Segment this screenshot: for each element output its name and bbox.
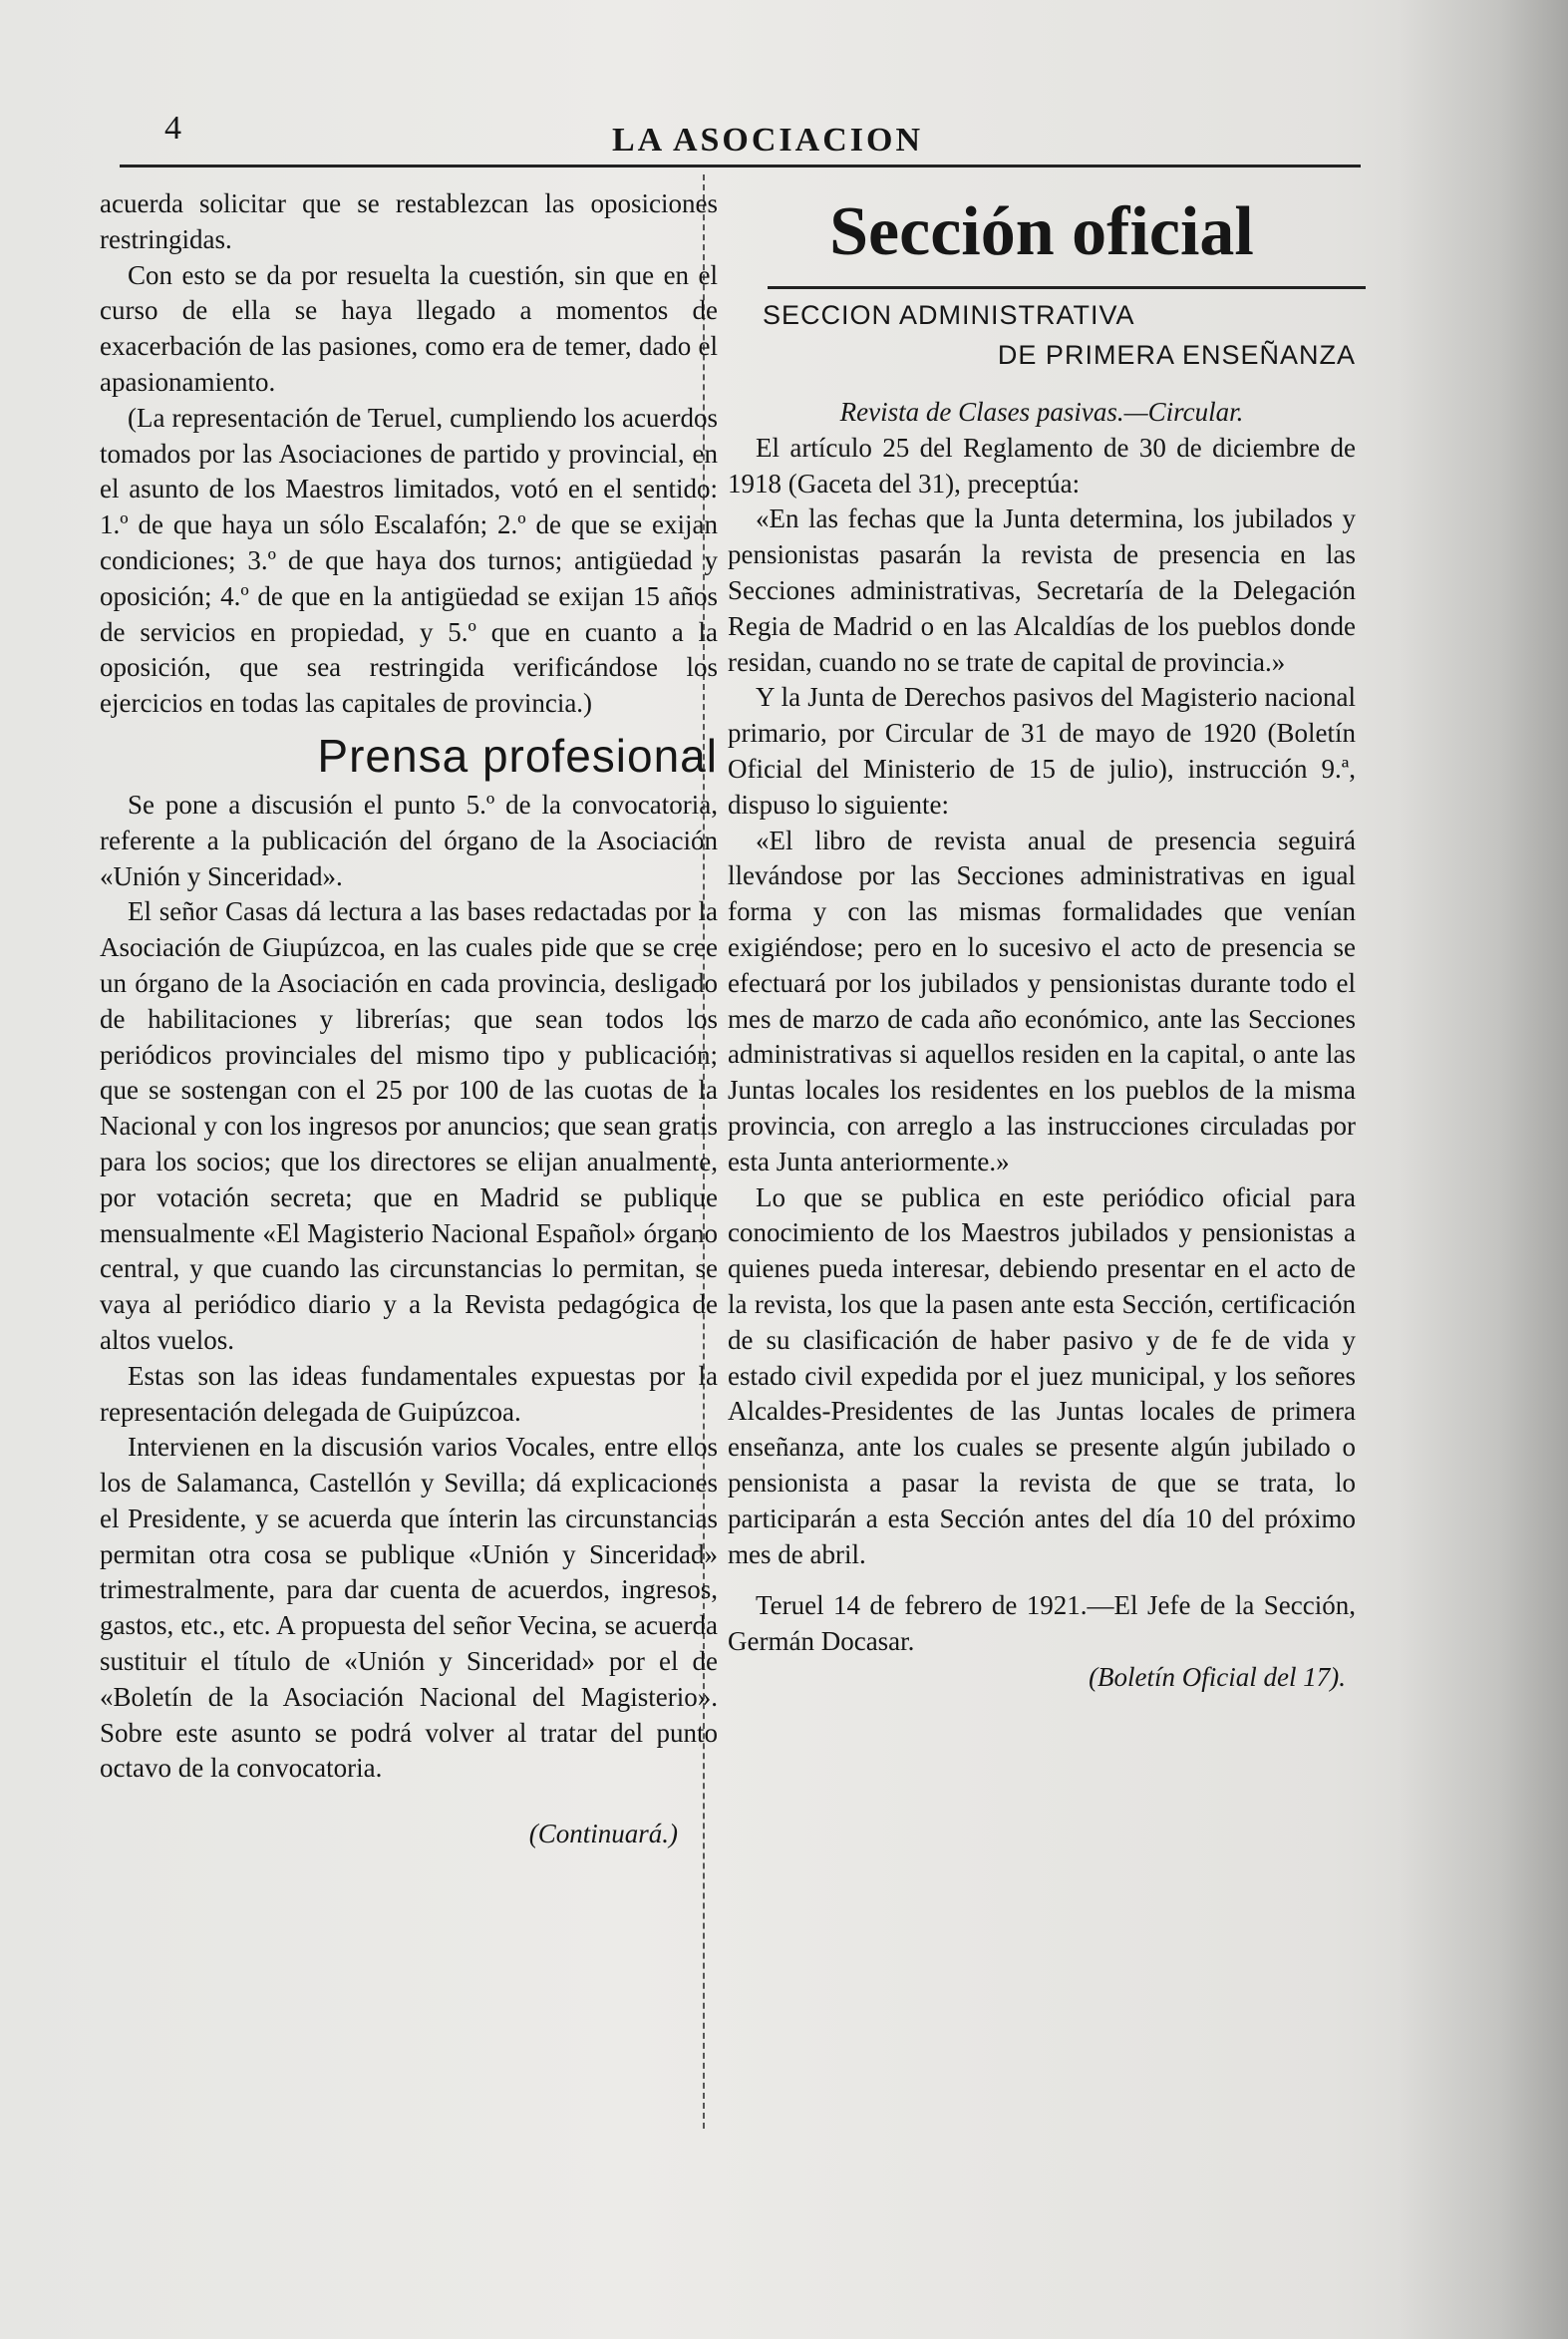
left-paragraph-5: El señor Casas dá lectura a las bases redactadas por la Asociación de Giupúzcoa, en las cuales pide que se cree un órgano de la Asociación en cada provincia, desligado de habilitaciones y librerías; que sean todos los periódicos provinciales del mismo tipo y publicación; que se sostengan con el 25 por 100 de las cuotas de la Nacional y con los ingresos por anuncios; que sean gratis para los socios; que los directores se elijan anualmente, por votación secreta; que en Madrid se publique mensualmente «El Magisterio Nacional Español» órgano central, y que cuando las circunstancias lo permitan, se vaya al periódico diario y a la Revista pedagógica de altos vuelos.	[100, 896, 718, 1355]
right-paragraph-1: El artículo 25 del Reglamento de 30 de diciembre de 1918 (Gaceta del 31), preceptúa:	[728, 432, 1356, 499]
circular-title: Revista de Clases pasivas.—Circular.	[839, 397, 1244, 427]
header-rule	[120, 165, 1361, 167]
right-paragraph-2: «En las fechas que la Junta determina, los jubilados y pensionistas pasarán la revista de presencia en las Secciones administrativas, Secretaría de la Delegación Regia de Madrid o en las Alcaldías de los pueblos donde residan, cuando no se trate de capital de provincia.»	[728, 503, 1356, 677]
right-column	[728, 186, 1356, 1696]
continuara-note: (Continuará.)	[528, 1819, 678, 1849]
left-paragraph-1: acuerda solicitar que se restablezcan las oposiciones restringidas.	[100, 188, 718, 254]
right-paragraph-3: Y la Junta de Derechos pasivos del Magisterio nacional primario, por Circular de 31 de mayo de 1920 (Boletín Oficial del Ministerio de 15 de julio), instrucción 9.ª, dispuso lo siguiente:	[728, 682, 1356, 820]
section-title-oficial: Sección oficial	[829, 193, 1254, 270]
page-number: 4	[164, 110, 181, 147]
source-citation: (Boletín Oficial del 17).	[1089, 1661, 1346, 1692]
section-heading-prensa: Prensa profesional	[317, 729, 718, 782]
masthead-title: LA ASOCIACION	[611, 122, 923, 159]
left-paragraph-6: Estas son las ideas fundamentales expuestas por la representación delegada de Guipúzcoa.	[100, 1360, 718, 1427]
left-column	[100, 186, 718, 1852]
left-paragraph-2: Con esto se da por resuelta la cuestión, sin que en el curso de ella se haya llegado a momentos de exacerbación de las pasiones, como era de temer, dado el apasionamiento.	[100, 259, 718, 397]
signature: Teruel 14 de febrero de 1921.—El Jefe de la Sección, Germán Docasar.	[728, 1590, 1356, 1657]
page-edge-shadow	[1399, 0, 1568, 2339]
left-paragraph-7: Intervienen en la discusión varios Vocales, entre ellos los de Salamanca, Castellón y Sevilla; dá explicaciones el Presidente, y se acuerda que ínterin las circunstancias permitan otra cosa se publique «Unión y Sinceridad» trimestralmente, para dar cuenta de acuerdos, ingresos, gastos, etc., etc. A propuesta del señor Vecina, se acuerda sustituir el título de «Unión y Sinceridad» por el de «Boletín de la Asociación Nacional del Magisterio». Sobre este asunto se podrá volver al tratar del punto octavo de la convocatoria.	[100, 1432, 718, 1784]
right-paragraph-4: «El libro de revista anual de presencia seguirá llevándose por las Secciones administrativas en igual forma y con las mismas formalidades que venían exigiéndose; pero en lo sucesivo el acto de presencia se efectuará por los jubilados y pensionistas durante todo el mes de marzo de cada año económico, ante las Secciones administrativas si aquellos residen en la capital, o ante las Juntas locales los residentes en los pueblos de la misma provincia, con arreglo a las instrucciones circuladas por esta Junta anteriormente.»	[728, 825, 1356, 1176]
section-title-rule	[768, 286, 1366, 289]
left-paragraph-3: (La representación de Teruel, cumpliendo los acuerdos tomados por las Asociaciones de partido y provincial, en el asunto de los Maestros limitados, votó en el sentido: 1.º de que haya un sólo Escalafón; 2.º de que se exijan condiciones; 3.º de que haya dos turnos; antigüedad y oposición; 4.º de que en la antigüedad se exijan 15 años de servicios en propiedad, y 5.º que en cuanto a la oposición, que sea restringida verificándose los ejercicios en todas las capitales de provincia.)	[100, 402, 718, 719]
subheading-administrativa: SECCION ADMINISTRATIVA	[763, 300, 1135, 330]
left-paragraph-4: Se pone a discusión el punto 5.º de la convocatoria, referente a la publicación del órgano de la Asociación «Unión y Sinceridad».	[100, 789, 718, 891]
subheading-primera-ensenanza: DE PRIMERA ENSEÑANZA	[997, 340, 1356, 370]
right-paragraph-5: Lo que se publica en este periódico oficial para conocimiento de los Maestros jubilados y pensionistas a quienes pueda interesar, debiendo presentar en el acto de la revista, los que la pasen ante esta Sección, certificación de su clasificación de haber pasivo y de fe de vida y estado civil expedida por el juez municipal, y los señores Alcaldes-Presidentes de las Juntas locales de primera enseñanza, ante los cuales se presente algún jubilado o pensionista a pasar la revista de que se trata, lo participarán a esta Sección antes del día 10 del próximo mes de abril.	[728, 1181, 1356, 1569]
